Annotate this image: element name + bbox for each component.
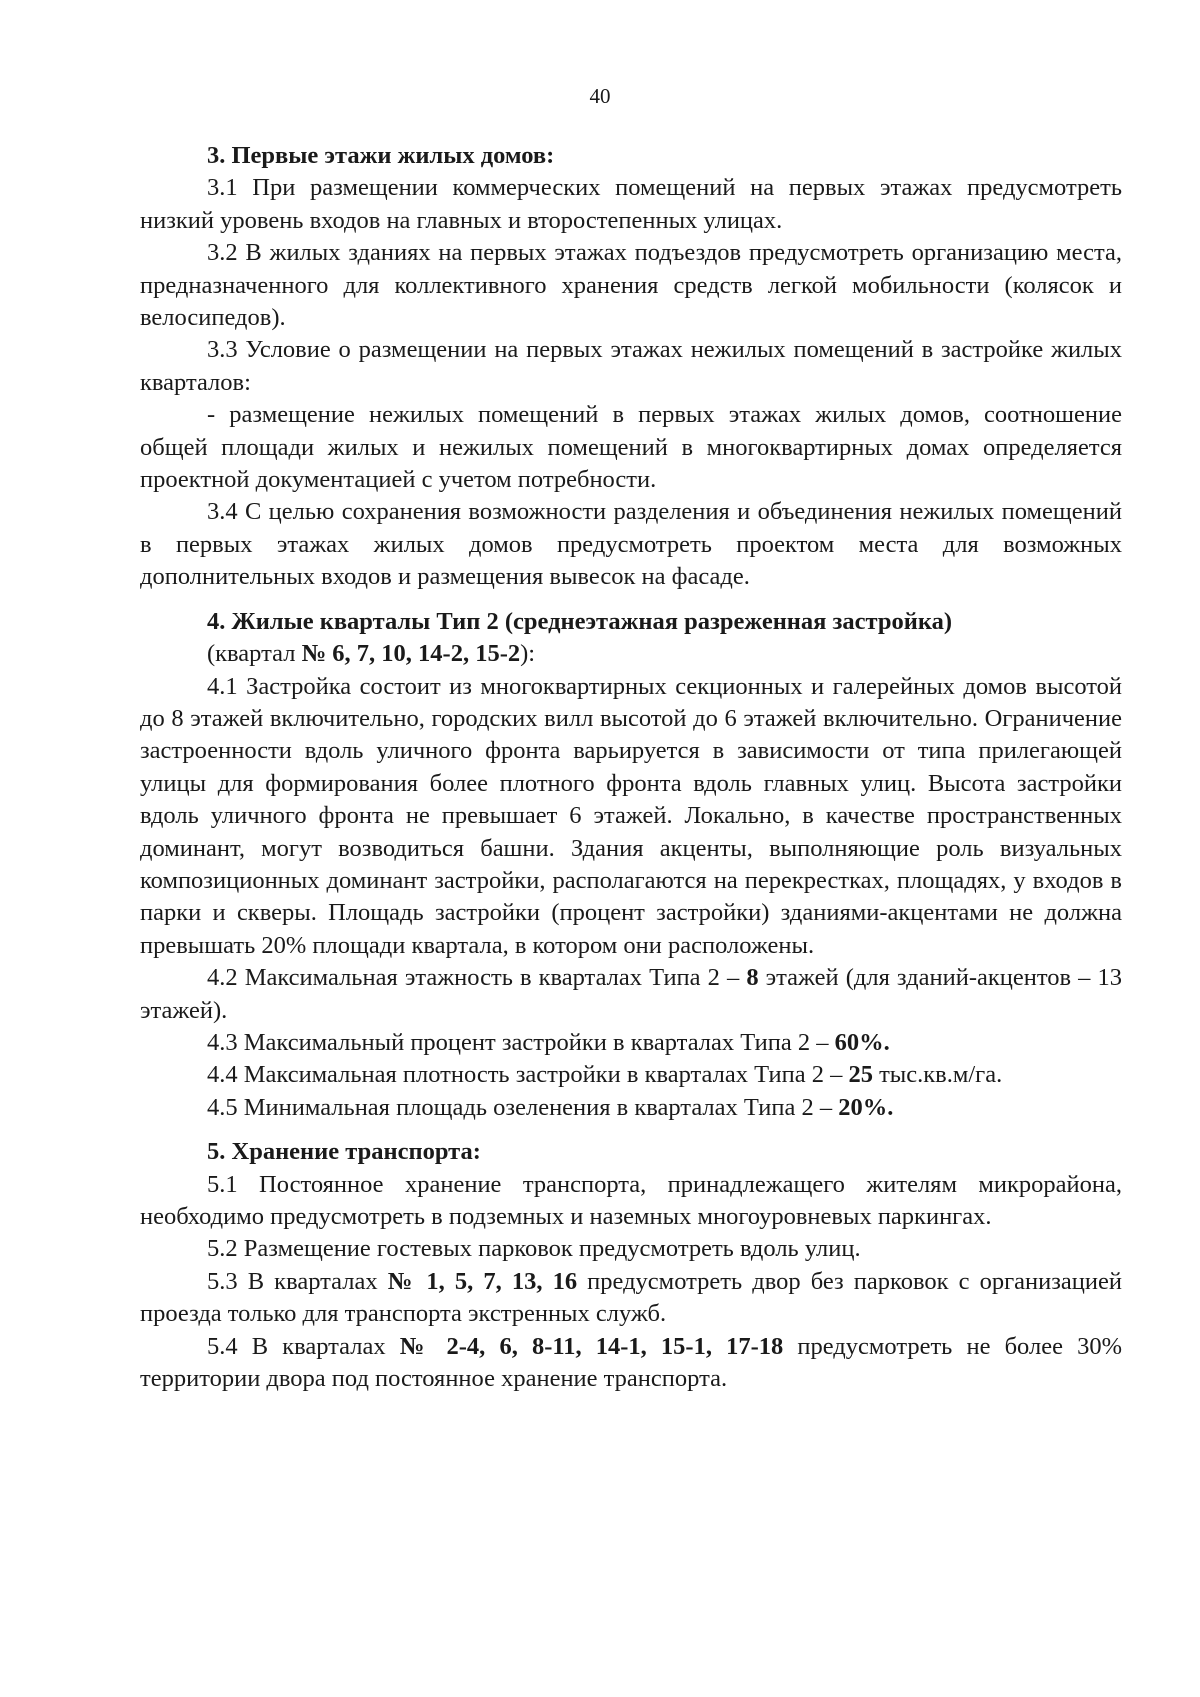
p53-text: 5.3 В кварталах: [207, 1267, 388, 1295]
p44-tail: тыс.кв.м/га.: [872, 1061, 1003, 1089]
p44-value: 25: [848, 1061, 873, 1089]
p53-quarters: № 1, 5, 7, 13, 16: [387, 1267, 578, 1295]
p54-text: 5.4 В кварталах: [207, 1332, 400, 1360]
p42-value: 8: [746, 964, 759, 992]
paragraph-4-2: [140, 962, 1122, 1027]
paragraph-3-1: 3.1 При размещении коммерческих помещений на первых этажах предусмотреть низкий уровень входов на главных и второстепенных улицах.: [140, 174, 1122, 234]
section-5-heading: 5. Хранение транспорта:: [207, 1138, 481, 1166]
paragraph-3-2: 3.2 В жилых зданиях на первых этажах подъездов предусмотреть организацию места, предназначенного для коллективного хранения средств легкой мобильности (колясок и велосипедов).: [140, 239, 1122, 332]
section-4-subheading: [140, 638, 1122, 670]
p44-text: 4.4 Максимальная плотность застройки в кварталах Типа 2 –: [207, 1061, 849, 1089]
paragraph-4-5: [140, 1092, 1122, 1124]
paragraph-5-2: 5.2 Размещение гостевых парковок предусмотреть вдоль улиц.: [207, 1235, 861, 1263]
section-4-heading: 4. Жилые кварталы Тип 2 (среднеэтажная разреженная застройка): [207, 607, 953, 635]
paragraph-5-4: [140, 1331, 1122, 1396]
paragraph-3-3: 3.3 Условие о размещении на первых этажах нежилых помещений в застройке жилых кварталов:: [140, 336, 1122, 396]
paragraph-4-3: [140, 1027, 1122, 1059]
document-body: [140, 140, 1122, 1395]
paragraph-3-4: 3.4 С целью сохранения возможности разделения и объединения нежилых помещений в первых этажах жилых домов предусмотреть проектом места для возможных дополнительных входов и размещения вывесок на фасаде.: [140, 498, 1122, 591]
paragraph-4-4: [140, 1059, 1122, 1091]
p42-tail: этажей (для зданий-акцентов – 13 этажей).: [140, 964, 1122, 1024]
page-number: 40: [589, 84, 611, 108]
p54-quarters: № 2-4, 6, 8-11, 14-1, 15-1, 17-18: [399, 1332, 784, 1360]
section-3-heading: 3. Первые этажи жилых домов:: [207, 142, 555, 169]
paragraph-4-1: 4.1 Застройка состоит из многоквартирных секционных и галерейных домов высотой до 8 этажей включительно, городских вилл высотой до 6 этажей включительно. Ограничение застроенности вдоль уличного фронта варьируется в зависимости от типа прилегающей улицы для формирования более плотного фронта вдоль главных улиц. Высота застройки вдоль уличного фронта не превышает 6 этажей. Локально, в качестве пространственных доминант, могут возводиться башни. Здания акценты, выполняющие роль визуальных композиционных доминант застройки, располагаются на перекрестках, площадях, у входов в парки и скверы. Площадь застройки (процент застройки) зданиями-акцентами не должна превышать 20% площади квартала, в котором они расположены.: [140, 672, 1122, 959]
paragraph-5-3: [140, 1266, 1122, 1331]
quarter-label: (квартал: [207, 640, 302, 668]
p43-value: 60%.: [834, 1028, 890, 1056]
paragraph-3-3-item: - размещение нежилых помещений в первых этажах жилых домов, соотношение общей площади жилых и нежилых помещений в многоквартирных домах определяется проектной документацией с учетом потребности.: [140, 401, 1122, 494]
p43-text: 4.3 Максимальный процент застройки в кварталах Типа 2 –: [207, 1028, 835, 1056]
p54-tail: предусмотреть не более 30% территории двора под постоянное хранение транспорта.: [140, 1332, 1122, 1393]
paragraph-5-1: 5.1 Постоянное хранение транспорта, принадлежащего жителям микрорайона, необходимо предусмотреть в подземных и наземных многоуровневых паркингах.: [140, 1170, 1122, 1230]
p42-text: 4.2 Максимальная этажность в кварталах Типа 2 –: [207, 964, 747, 992]
p45-value: 20%.: [838, 1093, 894, 1121]
p53-tail: предусмотреть двор без парковок с организацией проезда только для транспорта экстренных служб.: [140, 1267, 1122, 1328]
quarter-close: ):: [520, 640, 536, 668]
quarter-numbers: № 6, 7, 10, 14-2, 15-2: [301, 640, 521, 668]
p45-text: 4.5 Минимальная площадь озеленения в кварталах Типа 2 –: [207, 1093, 839, 1121]
